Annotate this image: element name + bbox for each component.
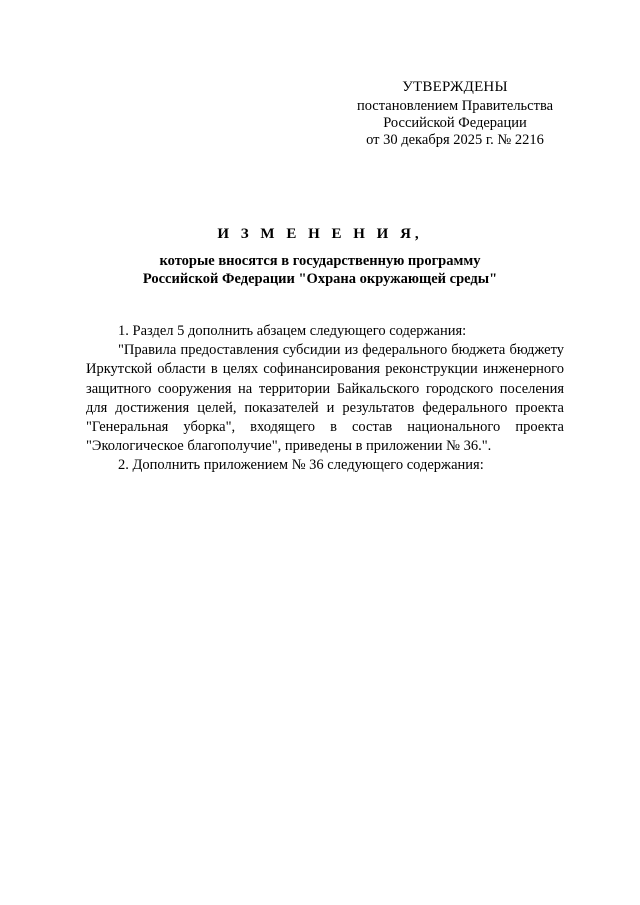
- document-subtitle-line-1: которые вносятся в государственную программу: [159, 253, 481, 269]
- document-title: И З М Е Н Е Н И Я,: [217, 226, 423, 242]
- document-subtitle: [0, 252, 640, 288]
- paragraph-quote: "Правила предоставления субсидии из федерального бюджета бюджету Иркутской области в целях софинансирования реконструкции инженерного защитного сооружения на территории Байкальского городского поселения для достижения целей, показателей и результатов федерального проекта "Генеральная уборка", входящего в состав национального проекта "Экологическое благополучие", приведены в приложении № 36.".: [86, 342, 564, 455]
- approval-stamp-title: УТВЕРЖДЕНЫ: [402, 79, 508, 95]
- approval-block: [330, 79, 580, 149]
- paragraph-item-2: 2. Дополнить приложением № 36 следующего содержания:: [118, 457, 484, 474]
- document-heading: [0, 226, 640, 288]
- approval-line-1: постановлением Правительства: [356, 98, 554, 114]
- document-subtitle-line-2: Российской Федерации "Охрана окружающей среды": [142, 271, 498, 287]
- approval-line-2: Российской Федерации: [383, 115, 527, 131]
- document-body: [86, 322, 564, 476]
- paragraph-item-1: 1. Раздел 5 дополнить абзацем следующего содержания:: [118, 323, 467, 339]
- approval-date-number: от 30 декабря 2025 г. № 2216: [366, 132, 544, 148]
